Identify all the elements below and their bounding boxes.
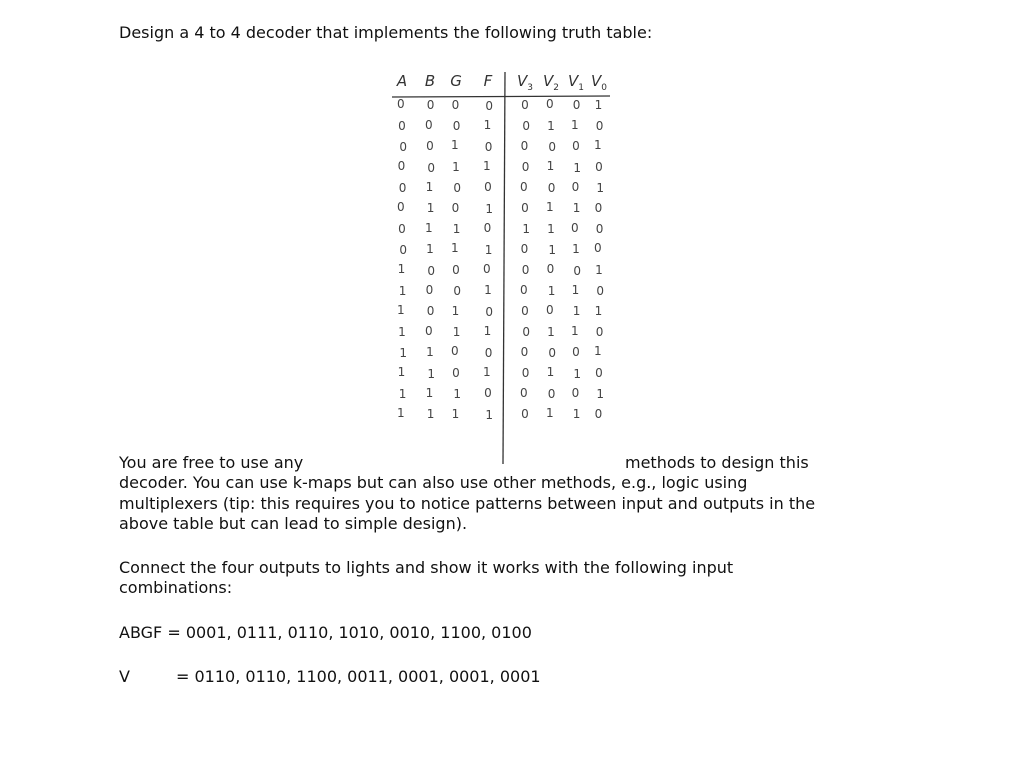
truth-table-cell: 1 — [570, 323, 579, 338]
truth-table-cell: 0 — [570, 220, 579, 235]
truth-table-cell: 1 — [547, 283, 556, 298]
truth-table-cell: 0 — [519, 179, 528, 194]
truth-table-cell: 0 — [520, 241, 529, 256]
example-outputs-label: V — [119, 667, 130, 686]
truth-table-cell: 1 — [426, 345, 434, 360]
truth-table-cell: 0 — [398, 118, 406, 133]
truth-table-cell: 1 — [596, 387, 604, 402]
truth-table-cell: 1 — [396, 406, 405, 421]
truth-table-cell: 1 — [398, 324, 406, 339]
truth-table-cell: 1 — [482, 365, 491, 379]
instructions-line-1-left: You are free to use any — [119, 453, 304, 472]
truth-table-cell: 0 — [484, 345, 493, 360]
truth-table-cell: 1 — [485, 201, 493, 216]
truth-table-cell: 0 — [452, 119, 461, 133]
truth-table-cell: 0 — [424, 117, 433, 132]
truth-table-cell: 0 — [399, 140, 407, 154]
truth-table-cell: 0 — [452, 262, 460, 277]
truth-table-cell: 1 — [547, 221, 555, 236]
truth-table-cell: 1 — [595, 262, 603, 277]
truth-table-cell: 0 — [396, 97, 405, 112]
truth-table-cell: 1 — [396, 303, 405, 318]
truth-table-cell: 0 — [546, 262, 555, 277]
truth-table-cell: 1 — [426, 242, 434, 257]
truth-table-cell: 0 — [548, 346, 556, 360]
truth-table-cell: 0 — [521, 98, 529, 112]
truth-table-cell: 0 — [547, 180, 556, 195]
truth-table-cell: 1 — [546, 159, 555, 174]
truth-table-cell: 0 — [452, 365, 460, 380]
truth-table-cell: 0 — [482, 262, 491, 276]
truth-table-cell: 0 — [396, 200, 405, 215]
problem-heading: Design a 4 to 4 decoder that implements the following truth table: — [119, 23, 653, 42]
truth-table-cell: 0 — [453, 284, 461, 299]
truth-table-cell: 0 — [426, 139, 434, 154]
truth-table-cell: 1 — [594, 97, 603, 112]
header-output-v2: $V_2$ — [543, 72, 559, 93]
truth-table-cell: 1 — [426, 201, 435, 216]
truth-table-cell: 1 — [398, 386, 407, 401]
truth-table-cell: 1 — [398, 283, 407, 298]
truth-table-cell: 1 — [483, 324, 492, 339]
instructions-line-4: above table but can lead to simple design). — [119, 514, 468, 533]
truth-table-cell: 0 — [398, 180, 407, 195]
truth-table-cell: 0 — [595, 222, 604, 236]
instructions-line-1-right: methods to design this — [625, 453, 809, 472]
truth-table-cell: 0 — [519, 282, 528, 297]
truth-table-cell: 0 — [547, 386, 556, 401]
truth-table-cell: 1 — [425, 386, 434, 400]
truth-table-cell: 0 — [545, 97, 554, 112]
truth-table-cell: 1 — [573, 366, 581, 381]
truth-table-cell: 1 — [545, 200, 554, 215]
truth-table-cell: 1 — [484, 242, 493, 257]
truth-table-cell: 0 — [451, 200, 460, 215]
truth-table-cell: 0 — [397, 159, 406, 174]
truth-table-cell: 0 — [521, 160, 530, 175]
truth-table-cell: 0 — [521, 366, 530, 381]
truth-table-cell: 1 — [546, 365, 555, 380]
truth-table-cell: 1 — [593, 344, 602, 359]
truth-table-cell: 0 — [572, 98, 581, 113]
truth-table-cell: 0 — [485, 98, 493, 113]
truth-table-cell: 0 — [521, 304, 529, 318]
truth-table-cell: 0 — [573, 263, 581, 278]
truth-table-cell: 1 — [427, 366, 435, 381]
truth-table-cell: 1 — [424, 220, 433, 235]
truth-table-cell: 1 — [397, 262, 406, 277]
truth-table-cell: 0 — [425, 283, 434, 297]
instructions-line-2: decoder. You can use k-maps but can also use other methods, e.g., logic using — [119, 473, 748, 492]
truth-table-cell: 1 — [572, 304, 581, 319]
test-instructions-line-2: combinations: — [119, 578, 233, 597]
example-inputs: ABGF = 0001, 0111, 0110, 1010, 0010, 1100, 0100 — [119, 623, 532, 642]
truth-table-cell: 1 — [571, 283, 580, 297]
header-input-a: A — [396, 72, 408, 90]
truth-table-cell: 0 — [484, 180, 492, 195]
truth-table-cell: 1 — [522, 222, 530, 237]
truth-table-cell: 1 — [451, 406, 460, 421]
truth-table-cell: 0 — [520, 138, 529, 153]
test-instructions-line-1: Connect the four outputs to lights and show it works with the following input — [119, 558, 734, 577]
truth-table-cell: 1 — [484, 283, 492, 298]
header-output-v0: $V_0$ — [591, 72, 607, 93]
header-output-v1: $V_1$ — [568, 72, 584, 93]
truth-table-cell: 0 — [399, 243, 407, 257]
truth-table-cell: 0 — [593, 241, 602, 256]
truth-table-cell: 0 — [426, 304, 435, 319]
truth-table-cell: 0 — [453, 181, 461, 196]
truth-table-cell: 0 — [398, 221, 406, 236]
truth-table-cell: 0 — [572, 345, 580, 360]
truth-table-cell: 1 — [482, 159, 491, 173]
truth-table-cell: 0 — [522, 119, 530, 134]
input-output-divider — [503, 72, 505, 464]
truth-table-cell: 0 — [548, 140, 556, 154]
truth-table-cell: 1 — [572, 242, 580, 257]
header-input-g: G — [450, 72, 462, 90]
truth-table-cell: 1 — [572, 201, 581, 216]
truth-table-cell: 1 — [397, 365, 406, 380]
truth-table-cell: 0 — [451, 97, 460, 112]
truth-table-cell: 0 — [520, 344, 529, 359]
truth-table-cell: 0 — [485, 304, 493, 319]
truth-table-cell: 1 — [452, 222, 461, 236]
handwritten-truth-table — [388, 68, 612, 468]
truth-table-cell: 1 — [399, 346, 407, 360]
truth-table-cell: 1 — [425, 180, 434, 194]
truth-table-cell: 1 — [572, 407, 581, 422]
truth-table-cell: 0 — [484, 386, 492, 401]
truth-table-cell: 1 — [547, 118, 555, 133]
truth-table-cell: 0 — [571, 180, 580, 194]
truth-table-cell: 0 — [594, 200, 603, 215]
truth-table-cell: 0 — [427, 263, 435, 278]
truth-table-cell: 0 — [484, 139, 493, 154]
truth-table-cell: 1 — [452, 325, 461, 339]
truth-table-cell: 0 — [595, 365, 603, 380]
truth-table-cell: 0 — [519, 385, 528, 400]
header-output-v3: $V_3$ — [517, 72, 533, 93]
truth-table-cell: 0 — [594, 406, 603, 421]
example-outputs-values: = 0110, 0110, 1100, 0011, 0001, 0001, 0001 — [176, 667, 541, 686]
truth-table-cell: 0 — [450, 344, 459, 359]
header-input-b: B — [424, 72, 436, 90]
truth-table-cell: 0 — [426, 98, 435, 113]
truth-table-cell: 1 — [548, 243, 556, 257]
truth-table-cell: 1 — [594, 303, 603, 318]
truth-table-cell: 1 — [452, 159, 460, 174]
truth-table-cell: 1 — [570, 117, 579, 132]
truth-table-cell: 0 — [572, 139, 580, 154]
truth-table-cell: 1 — [483, 118, 492, 133]
truth-table-cell: 1 — [593, 138, 602, 153]
truth-table-cell: 0 — [545, 303, 554, 318]
truth-table-cell: 0 — [595, 119, 604, 133]
truth-table-cell: 0 — [483, 221, 492, 236]
truth-table-cell: 1 — [426, 407, 435, 422]
truth-table-cell: 0 — [595, 325, 604, 339]
truth-table-cell: 0 — [595, 159, 603, 174]
truth-table-cell: 0 — [522, 325, 530, 340]
truth-table-cell: 1 — [573, 160, 581, 175]
truth-table-cell: 1 — [450, 241, 459, 256]
truth-table-cell: 0 — [427, 160, 435, 175]
truth-table-cell: 1 — [450, 138, 459, 153]
instructions-line-3: multiplexers (tip: this requires you to notice patterns between input and outputs in the — [119, 494, 816, 513]
truth-table-cell: 1 — [451, 303, 460, 318]
truth-table-cell: 0 — [521, 263, 530, 278]
truth-table-cell: 0 — [596, 284, 604, 299]
truth-table-cell: 1 — [453, 387, 461, 402]
truth-table-cell: 1 — [485, 407, 493, 422]
truth-table-cell: 0 — [571, 386, 580, 400]
truth-table-cell: 0 — [521, 407, 529, 421]
header-input-f: F — [483, 72, 493, 90]
truth-table-cell: 0 — [521, 201, 529, 215]
truth-table-cell: 0 — [424, 323, 433, 338]
truth-table-cell: 1 — [545, 406, 554, 421]
truth-table-cell: 1 — [596, 181, 604, 196]
truth-table-cell: 1 — [547, 324, 555, 339]
